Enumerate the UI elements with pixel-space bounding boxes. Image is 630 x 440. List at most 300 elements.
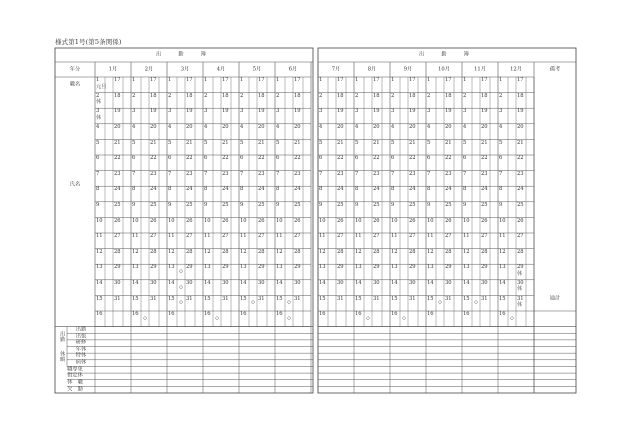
day-number: 28: [373, 248, 380, 255]
day-number: 23: [337, 170, 344, 177]
day-number: 17: [445, 77, 452, 84]
day-number: 23: [517, 170, 524, 177]
day-number: 10: [132, 217, 139, 224]
day-number: 17: [186, 77, 193, 84]
day-number: 27: [258, 233, 265, 240]
day-number: 13: [204, 264, 211, 271]
day-number: 22: [373, 155, 380, 162]
day-number: 25: [337, 202, 344, 208]
diamond-mark: ◇: [287, 315, 291, 322]
day-number: 20: [222, 124, 229, 130]
summary-group-label: 休暇: [59, 351, 66, 362]
day-number: 1: [391, 77, 395, 84]
day-number: 29: [294, 264, 301, 271]
day-number: 24: [517, 186, 524, 193]
day-number: 31: [258, 295, 265, 302]
day-number: 29: [373, 264, 380, 271]
month-header: 11月: [474, 65, 486, 72]
day-number: 25: [481, 202, 488, 208]
summary-row-label: 指定休: [67, 372, 83, 379]
day-number: 25: [445, 202, 452, 208]
day-number: 18: [186, 92, 193, 99]
day-number: 27: [150, 233, 157, 240]
day-number: 16: [391, 311, 398, 318]
day-number: 22: [445, 155, 452, 162]
day-number: 4: [427, 124, 431, 130]
month-header: 3月: [180, 65, 190, 72]
day-number: 19: [150, 108, 157, 115]
right-register-title: 出 勤 簿: [419, 51, 475, 58]
day-number: 28: [337, 248, 344, 255]
day-number: 8: [391, 186, 395, 193]
day-number: 30: [186, 280, 193, 286]
day-number: 5: [132, 139, 136, 146]
day-number: 5: [499, 139, 503, 146]
summary-row-label: 出張: [75, 332, 87, 339]
day-number: 2: [168, 92, 172, 99]
day-number: 6: [355, 155, 359, 162]
day-number: 13: [276, 264, 283, 271]
day-number: 9: [240, 202, 244, 208]
day-number: 12: [355, 248, 362, 255]
day-number: 23: [409, 170, 416, 177]
day-number: 19: [517, 108, 524, 115]
day-number: 27: [409, 233, 416, 240]
day-number: 9: [168, 202, 172, 208]
day-number: 5: [240, 139, 244, 146]
day-number: 2: [499, 92, 503, 99]
day-number: 18: [114, 92, 121, 99]
day-number: 11: [355, 233, 362, 240]
month-header: 10月: [438, 65, 450, 72]
day-number: 4: [499, 124, 503, 130]
day-number: 23: [150, 170, 157, 177]
day-number: 12: [96, 248, 103, 255]
day-number: 29: [481, 264, 488, 271]
day-number: 5: [96, 139, 100, 146]
day-number: 27: [517, 233, 524, 240]
day-number: 30: [294, 280, 301, 286]
day-number: 21: [186, 139, 193, 146]
day-number: 17: [409, 77, 416, 84]
day-number: 19: [409, 108, 416, 115]
day-number: 25: [294, 202, 301, 208]
day-number: 16: [276, 311, 283, 318]
day-number: 17: [258, 77, 265, 84]
day-number: 5: [204, 139, 208, 146]
day-number: 31: [373, 295, 380, 302]
day-number: 19: [481, 108, 488, 115]
day-number: 20: [186, 124, 193, 130]
day-number: 25: [373, 202, 380, 208]
day-number: 26: [445, 217, 452, 224]
diamond-mark: ◇: [251, 299, 255, 306]
day-number: 6: [319, 155, 323, 162]
day-number: 6: [168, 155, 172, 162]
day-number: 30: [445, 280, 452, 286]
day-number: 9: [204, 202, 208, 208]
day-number: 15: [240, 295, 247, 302]
day-number: 30: [114, 280, 121, 286]
day-number: 5: [427, 139, 431, 146]
day-number: 9: [391, 202, 395, 208]
day-number: 31: [481, 295, 488, 302]
day-number: 23: [222, 170, 229, 177]
day-number: 19: [258, 108, 265, 115]
day-number: 14: [355, 280, 362, 286]
day-number: 24: [337, 186, 344, 193]
day-number: 8: [240, 186, 244, 193]
day-number: 10: [391, 217, 398, 224]
day-number: 13: [355, 264, 362, 271]
summary-group-label: 出勤: [59, 331, 66, 342]
day-number: 2: [355, 92, 359, 99]
day-number: 14: [240, 280, 247, 286]
day-number: 1: [463, 77, 467, 84]
day-number: 16: [427, 311, 434, 318]
day-number: 26: [409, 217, 416, 224]
day-number: 23: [186, 170, 193, 177]
day-number: 5: [319, 139, 323, 146]
day-number: 1: [355, 77, 359, 84]
day-number: 2: [319, 92, 323, 99]
day-number: 27: [373, 233, 380, 240]
day-number: 13: [319, 264, 326, 271]
day-number: 24: [294, 186, 301, 193]
day-number: 3: [132, 108, 136, 115]
year-label: 年分: [69, 66, 81, 73]
day-number: 4: [319, 124, 323, 130]
month-header: 6月: [288, 65, 298, 72]
day-number: 9: [463, 202, 467, 208]
day-number: 18: [222, 92, 229, 99]
day-number: 27: [222, 233, 229, 240]
day-number: 26: [150, 217, 157, 224]
day-number: 10: [204, 217, 211, 224]
day-number: 16: [319, 311, 326, 318]
day-number: 12: [391, 248, 398, 255]
day-number: 18: [337, 92, 344, 99]
job-title-label: 職名: [69, 81, 81, 88]
day-number: 31: [114, 295, 121, 302]
diamond-mark: ◇: [179, 283, 183, 290]
day-number: 17: [150, 77, 157, 84]
day-number: 1: [96, 77, 100, 84]
day-number: 1: [319, 77, 323, 84]
day-number: 12: [427, 248, 434, 255]
panel-border: [55, 48, 313, 393]
day-number: 5: [168, 139, 172, 146]
day-number: 28: [186, 248, 193, 255]
day-number: 29: [517, 264, 524, 271]
day-number: 3: [391, 108, 395, 115]
day-number: 8: [276, 186, 280, 193]
day-number: 11: [276, 233, 283, 240]
day-number: 21: [409, 139, 416, 146]
summary-row-label: 欠 勤: [67, 386, 83, 393]
day-number: 21: [337, 139, 344, 146]
day-number: 15: [355, 295, 362, 302]
day-number: 27: [445, 233, 452, 240]
day-number: 15: [168, 295, 175, 302]
day-number: 2: [427, 92, 431, 99]
day-number: 21: [150, 139, 157, 146]
day-number: 4: [355, 124, 359, 130]
day-number: 26: [481, 217, 488, 224]
day-number: 15: [391, 295, 398, 302]
day-number: 23: [114, 170, 121, 177]
day-number: 28: [517, 248, 524, 255]
day-number: 20: [114, 124, 121, 130]
day-number: 27: [481, 233, 488, 240]
day-number: 16: [499, 311, 506, 318]
day-number: 22: [222, 155, 229, 162]
day-number: 18: [150, 92, 157, 99]
day-number: 19: [445, 108, 452, 115]
day-number: 1: [427, 77, 431, 84]
day-number: 10: [355, 217, 362, 224]
day-number: 9: [132, 202, 136, 208]
day-number: 29: [114, 264, 121, 271]
day-number: 3: [276, 108, 280, 115]
day-number: 31: [222, 295, 229, 302]
day-number: 19: [186, 108, 193, 115]
remarks-label: 備考: [549, 66, 561, 73]
day-number: 20: [150, 124, 157, 130]
day-number: 20: [409, 124, 416, 130]
diamond-mark: ◇: [143, 315, 147, 322]
day-number: 28: [222, 248, 229, 255]
day-number: 7: [319, 170, 323, 177]
day-number: 11: [240, 233, 247, 240]
diamond-mark: ◇: [510, 315, 514, 322]
day-number: 23: [445, 170, 452, 177]
day-number: 10: [319, 217, 326, 224]
day-number: 6: [463, 155, 467, 162]
day-number: 16: [355, 311, 362, 318]
day-number: 5: [391, 139, 395, 146]
day-number: 3: [427, 108, 431, 115]
summary-row-label: 休 職: [67, 379, 83, 386]
day-number: 25: [517, 202, 524, 208]
day-number: 27: [294, 233, 301, 240]
day-number: 12: [319, 248, 326, 255]
summary-row-label: 病休: [75, 359, 87, 366]
day-number: 21: [114, 139, 121, 146]
day-number: 20: [445, 124, 452, 130]
day-number: 12: [499, 248, 506, 255]
form-title: 様式第1号(第5条関係): [55, 38, 122, 46]
summary-row-label: 年休: [75, 346, 87, 353]
day-number: 31: [409, 295, 416, 302]
day-number: 20: [481, 124, 488, 130]
day-number: 25: [186, 202, 193, 208]
day-number: 8: [463, 186, 467, 193]
day-number: 6: [391, 155, 395, 162]
day-number: 11: [204, 233, 211, 240]
day-number: 30: [409, 280, 416, 286]
day-number: 25: [409, 202, 416, 208]
day-number: 15: [204, 295, 211, 302]
day-number: 29: [186, 264, 193, 271]
day-number: 18: [294, 92, 301, 99]
day-number: 20: [294, 124, 301, 130]
day-number: 11: [463, 233, 470, 240]
day-number: 8: [319, 186, 323, 193]
day-number: 3: [240, 108, 244, 115]
day-number: 4: [96, 124, 100, 130]
day-number: 28: [481, 248, 488, 255]
day-number: 30: [150, 280, 157, 286]
day-number: 9: [499, 202, 503, 208]
day-number: 29: [409, 264, 416, 271]
month-header: 1月: [108, 65, 118, 72]
day-number: 2: [276, 92, 280, 99]
day-number: 5: [355, 139, 359, 146]
day-number: 6: [276, 155, 280, 162]
day-number: 2: [240, 92, 244, 99]
day-number: 15: [96, 295, 103, 302]
month-header: 9月: [403, 65, 413, 72]
day-number: 13: [463, 264, 470, 271]
day-number: 3: [355, 108, 359, 115]
day-number: 7: [499, 170, 503, 177]
day-number: 31: [517, 295, 524, 302]
day-number: 11: [96, 233, 103, 240]
day-number: 24: [222, 186, 229, 193]
diamond-mark: ◇: [215, 315, 219, 322]
day-number: 7: [132, 170, 136, 177]
day-number: 28: [294, 248, 301, 255]
day-number: 26: [258, 217, 265, 224]
day-number: 17: [337, 77, 344, 84]
attendance-register-left-panel: [55, 48, 313, 393]
day-number: 19: [222, 108, 229, 115]
holiday-mark: 休: [96, 99, 102, 106]
day-number: 6: [499, 155, 503, 162]
day-number: 18: [373, 92, 380, 99]
day-number: 2: [96, 92, 100, 99]
day-number: 13: [168, 264, 175, 271]
holiday-mark: 休: [96, 114, 102, 121]
diamond-mark: ◇: [438, 299, 442, 306]
day-number: 7: [204, 170, 208, 177]
day-number: 31: [150, 295, 157, 302]
day-number: 11: [391, 233, 398, 240]
day-number: 30: [481, 280, 488, 286]
diamond-mark: ◇: [179, 299, 183, 306]
day-number: 11: [499, 233, 506, 240]
day-number: 10: [240, 217, 247, 224]
day-number: 29: [258, 264, 265, 271]
day-number: 13: [132, 264, 139, 271]
holiday-mark: 休: [517, 286, 523, 293]
day-number: 2: [132, 92, 136, 99]
day-number: 26: [186, 217, 193, 224]
day-number: 31: [186, 295, 193, 302]
month-header: 8月: [367, 65, 377, 72]
day-number: 7: [276, 170, 280, 177]
day-number: 13: [499, 264, 506, 271]
day-number: 21: [517, 139, 524, 146]
day-number: 30: [517, 280, 524, 286]
day-number: 19: [294, 108, 301, 115]
day-number: 26: [517, 217, 524, 224]
holiday-mark: 休: [517, 301, 523, 308]
summary-row-label: 特休: [75, 352, 87, 359]
day-number: 3: [168, 108, 172, 115]
month-header: 4月: [216, 65, 226, 72]
day-number: 18: [517, 92, 524, 99]
day-number: 9: [96, 202, 100, 208]
day-number: 21: [481, 139, 488, 146]
day-number: 15: [427, 295, 434, 302]
diamond-mark: ◇: [474, 299, 478, 306]
day-number: 30: [258, 280, 265, 286]
day-number: 4: [276, 124, 280, 130]
day-number: 24: [445, 186, 452, 193]
day-number: 12: [168, 248, 175, 255]
month-header: 7月: [331, 65, 341, 72]
day-number: 20: [373, 124, 380, 130]
day-number: 11: [132, 233, 139, 240]
day-number: 6: [240, 155, 244, 162]
day-number: 28: [445, 248, 452, 255]
day-number: 1: [204, 77, 208, 84]
day-number: 14: [168, 280, 175, 286]
day-number: 8: [499, 186, 503, 193]
day-number: 8: [132, 186, 136, 193]
day-number: 13: [427, 264, 434, 271]
day-number: 4: [168, 124, 172, 130]
day-number: 21: [294, 139, 301, 146]
day-number: 18: [481, 92, 488, 99]
day-number: 24: [481, 186, 488, 193]
day-number: 17: [114, 77, 121, 84]
day-number: 16: [132, 311, 139, 318]
day-number: 4: [391, 124, 395, 130]
day-number: 14: [276, 280, 283, 286]
day-number: 25: [150, 202, 157, 208]
day-number: 3: [96, 108, 100, 115]
day-number: 23: [294, 170, 301, 177]
day-number: 15: [319, 295, 326, 302]
day-number: 7: [96, 170, 100, 177]
day-number: 9: [427, 202, 431, 208]
day-number: 23: [373, 170, 380, 177]
summary-row-label: 出勤: [75, 326, 87, 333]
day-number: 3: [204, 108, 208, 115]
diamond-mark: ◇: [366, 315, 370, 322]
day-number: 4: [204, 124, 208, 130]
diamond-mark: ◇: [287, 299, 291, 306]
day-number: 29: [445, 264, 452, 271]
day-number: 12: [132, 248, 139, 255]
day-number: 11: [427, 233, 434, 240]
left-grid-lines: [55, 48, 313, 393]
day-number: 26: [114, 217, 121, 224]
day-number: 12: [276, 248, 283, 255]
day-number: 7: [463, 170, 467, 177]
day-number: 1: [240, 77, 244, 84]
day-number: 5: [276, 139, 280, 146]
diamond-mark: ◇: [179, 268, 183, 275]
day-number: 13: [96, 264, 103, 271]
day-number: 27: [114, 233, 121, 240]
day-number: 26: [222, 217, 229, 224]
day-number: 12: [204, 248, 211, 255]
day-number: 27: [337, 233, 344, 240]
